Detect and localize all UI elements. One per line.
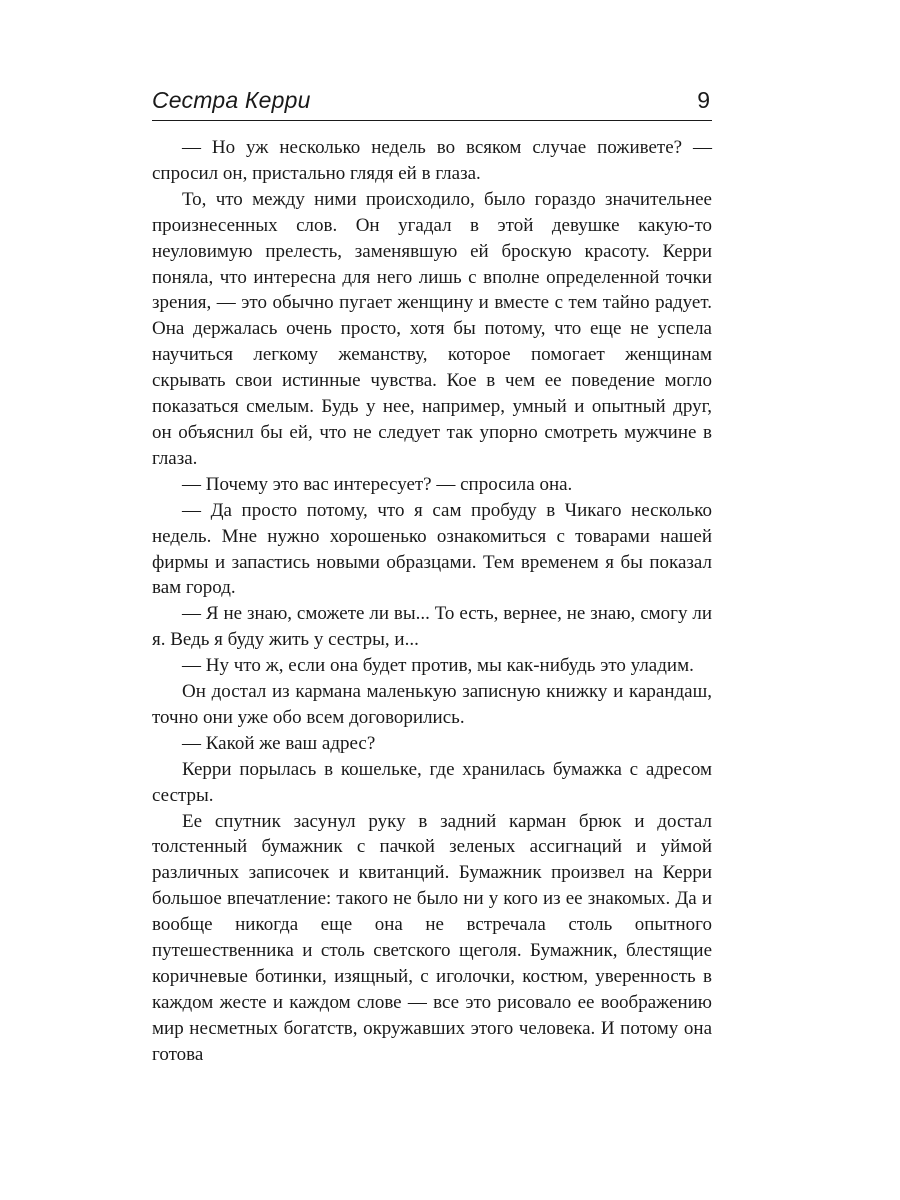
- book-title: Сестра Керри: [152, 87, 311, 113]
- page-number: 9: [697, 87, 710, 113]
- paragraph: — Ну что ж, если она будет против, мы как-нибудь это уладим.: [182, 655, 694, 677]
- paragraph: — Но уж несколько недель во всяком случае поживете? — спросил он, пристально глядя ей в глаза.: [152, 137, 712, 184]
- book-page: [152, 84, 712, 1068]
- paragraph: То, что между ними происходило, было гораздо значительнее произнесенных слов. Он угадал в этой девушке какую-то неуловимую прелесть, заменявшую ей броскую красоту. Керри поняла, что интересна для него лишь с вполне определенной точки зрения, — это обычно пугает женщину и вместе с тем тайно радует. Она держалась очень просто, хотя бы потому, что еще не успела научиться легкому жеманству, которое помогает женщинам скрывать свои истинные чувства. Кое в чем ее поведение могло показаться смелым. Будь у нее, например, умный и опытный друг, он объяснил бы ей, что не следует так упорно смотреть мужчине в глаза.: [152, 188, 712, 469]
- paragraph: — Почему это вас интересует? — спросила она.: [182, 473, 573, 495]
- paragraph: Керри порылась в кошельке, где хранилась бумажка с адресом сестры.: [152, 758, 712, 806]
- paragraph: Ее спутник засунул руку в задний карман брюк и достал толстенный бумажник с пачкой зеленых ассигнаций и уймой различных записочек и квитанций. Бумажник произвел на Керри большое впечатление: такого не было ни у кого из ее знакомых. Да и вообще никогда еще она не встречала столь опытного путешественника и столь светского щеголя. Бумажник, блестящие коричневые ботинки, изящный, с иголочки, костюм, уверенность в каждом жесте и каждом слове — все это рисовало ее воображению мир несметных богатств, окружавших этого человека. И потому она готова: [152, 810, 712, 1065]
- running-header: [152, 84, 712, 121]
- body-text: [152, 135, 712, 1068]
- paragraph: Он достал из кармана маленькую записную книжку и карандаш, точно они уже обо всем договорились.: [152, 681, 712, 728]
- paragraph: — Я не знаю, сможете ли вы... То есть, вернее, не знаю, смогу ли я. Ведь я буду жить у сестры, и...: [152, 603, 712, 651]
- paragraph: — Какой же ваш адрес?: [182, 732, 376, 754]
- paragraph: — Да просто потому, что я сам пробуду в Чикаго несколько недель. Мне нужно хорошенько ознакомиться с товарами нашей фирмы и запастись новыми образцами. Тем временем я бы показал вам город.: [152, 499, 712, 599]
